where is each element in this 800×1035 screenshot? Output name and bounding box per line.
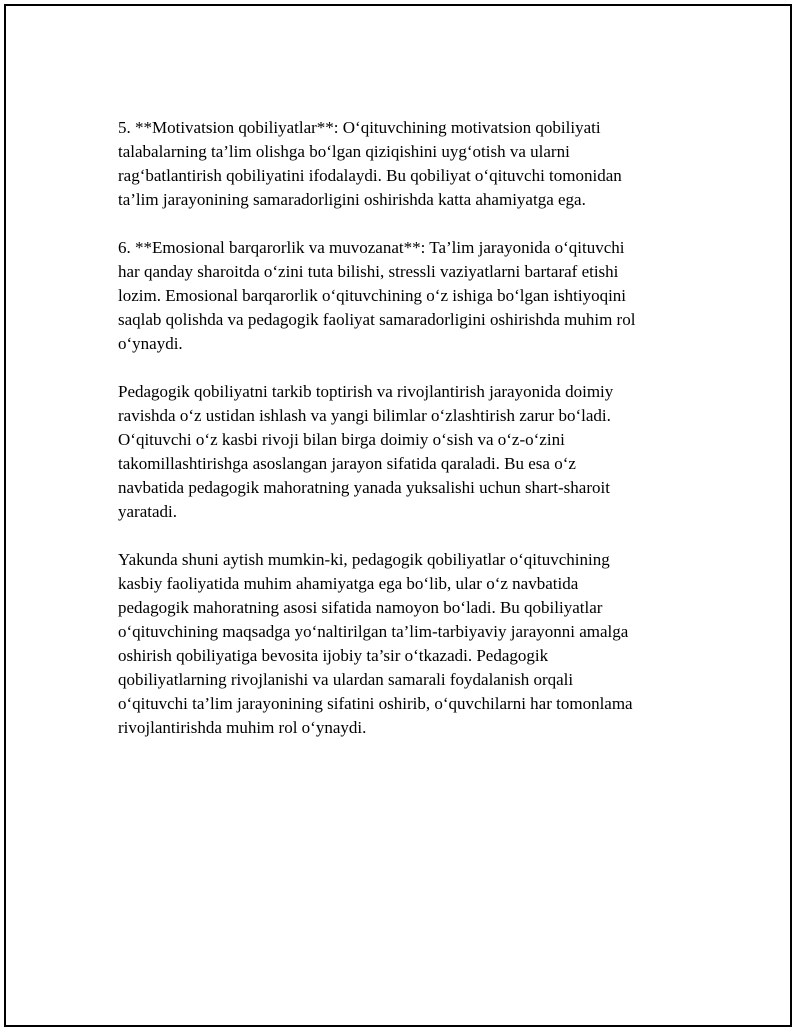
text-line: lozim. Emosional barqarorlik o‘qituvchining o‘z ishiga bo‘lgan ishtiyoqini bbox=[118, 286, 627, 305]
text-line: qobiliyatlarning rivojlanishi va ulardan samarali foydalanish orqali bbox=[118, 670, 574, 689]
text-line: 5. **Motivatsion qobiliyatlar**: O‘qituvchining motivatsion qobiliyati bbox=[118, 118, 601, 137]
text-line: ravishda o‘z ustidan ishlash va yangi bilimlar o‘zlashtirish zarur bo‘ladi. bbox=[118, 406, 611, 425]
paragraph-motivational-abilities bbox=[118, 116, 688, 212]
document-body bbox=[118, 116, 688, 764]
text-line: Yakunda shuni aytish mumkin-ki, pedagogik qobiliyatlar o‘qituvchining bbox=[118, 550, 610, 569]
text-line: pedagogik mahoratning asosi sifatida namoyon bo‘ladi. Bu qobiliyatlar bbox=[118, 598, 603, 617]
text-line: o‘qituvchi ta’lim jarayonining sifatini oshirib, o‘quvchilarni har tomonlama bbox=[118, 694, 633, 713]
text-line: o‘ynaydi. bbox=[118, 334, 183, 353]
text-line: har qanday sharoitda o‘zini tuta bilishi, stressli vaziyatlarni bartaraf etishi bbox=[118, 262, 619, 281]
text-line: talabalarning ta’lim olishga bo‘lgan qiziqishini uyg‘otish va ularni bbox=[118, 142, 570, 161]
text-line: Pedagogik qobiliyatni tarkib toptirish va rivojlantirish jarayonida doimiy bbox=[118, 382, 614, 401]
paragraph-pedagogical-development bbox=[118, 380, 688, 524]
text-line: rag‘batlantirish qobiliyatini ifodalaydi. Bu qobiliyat o‘qituvchi tomonidan bbox=[118, 166, 622, 185]
text-line: navbatida pedagogik mahoratning yanada yuksalishi uchun shart-sharoit bbox=[118, 478, 610, 497]
paragraph-emotional-stability bbox=[118, 236, 688, 356]
paragraph-conclusion bbox=[118, 548, 688, 740]
text-line: saqlab qolishda va pedagogik faoliyat samaradorligini oshirishda muhim rol bbox=[118, 310, 636, 329]
text-line: O‘qituvchi o‘z kasbi rivoji bilan birga doimiy o‘sish va o‘z-o‘zini bbox=[118, 430, 565, 449]
text-line: rivojlantirishda muhim rol o‘ynaydi. bbox=[118, 718, 367, 737]
text-line: kasbiy faoliyatida muhim ahamiyatga ega bo‘lib, ular o‘z navbatida bbox=[118, 574, 579, 593]
text-line: oshirish qobiliyatiga bevosita ijobiy ta’sir o‘tkazadi. Pedagogik bbox=[118, 646, 549, 665]
text-line: 6. **Emosional barqarorlik va muvozanat**: Ta’lim jarayonida o‘qituvchi bbox=[118, 238, 625, 257]
text-line: yaratadi. bbox=[118, 502, 177, 521]
text-line: o‘qituvchining maqsadga yo‘naltirilgan ta’lim-tarbiyaviy jarayonni amalga bbox=[118, 622, 629, 641]
text-line: ta’lim jarayonining samaradorligini oshirishda katta ahamiyatga ega. bbox=[118, 190, 586, 209]
text-line: takomillashtirishga asoslangan jarayon sifatida qaraladi. Bu esa o‘z bbox=[118, 454, 576, 473]
